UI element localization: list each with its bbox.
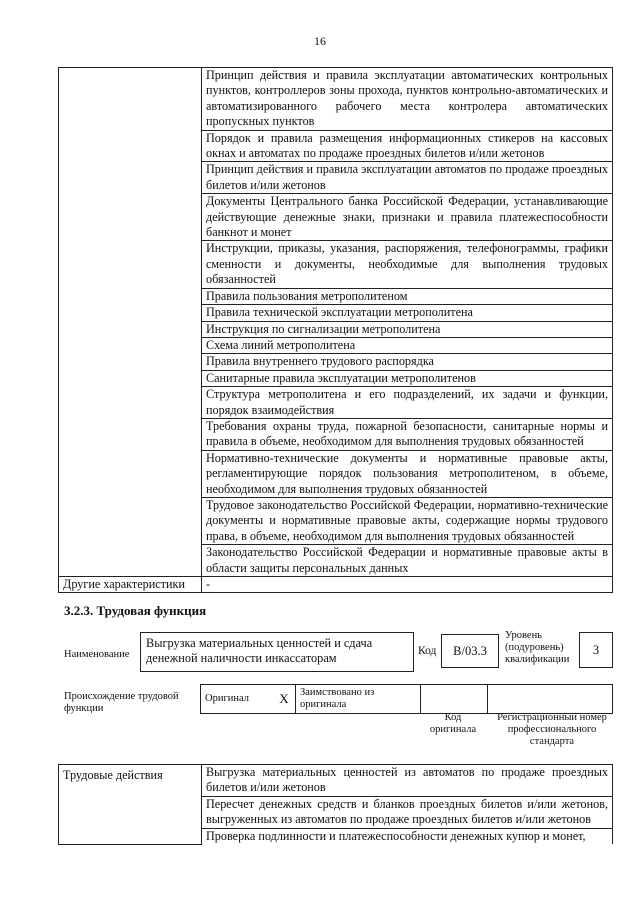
knowledge-item: Схема линий метрополитена [202, 337, 613, 353]
registration-caption: Регистрационный номер профессионального стандарта [497, 712, 607, 747]
knowledge-item: Нормативно-технические документы и нормативные правовые акты, регламентирующие порядок пользования метрополитеном, в объеме, необходимом для выполнения трудовых обязанностей [202, 450, 613, 497]
table-row [59, 765, 613, 797]
knowledge-item: Порядок и правила размещения информационных стикеров на кассовых окнах и автоматах по продаже проездных билетов и/или жетонов [202, 130, 613, 162]
page-number: 16 [314, 34, 326, 48]
original-mark: X [273, 685, 296, 714]
actions-table [58, 764, 613, 845]
section-title: 3.2.3. Трудовая функция [64, 603, 207, 618]
knowledge-item: Законодательство Российской Федерации и нормативные правовые акты в области защиты персональных данных [202, 545, 613, 577]
table-row [59, 577, 613, 593]
other-characteristics-label: Другие характеристики [59, 577, 202, 593]
knowledge-item: Принцип действия и правила эксплуатации автоматических контрольных пунктов, контроллеров зоны прохода, пунктов контрольно-автоматических и автоматизированного рабочего места контролера автоматических пропускных пунктов [202, 68, 613, 131]
knowledge-item: Правила технической эксплуатации метрополитена [202, 305, 613, 321]
other-characteristics-value: - [202, 577, 613, 593]
actions-label: Трудовые действия [59, 765, 202, 845]
level-label: Уровень (подуровень) квалификации [505, 630, 570, 665]
knowledge-item: Инструкция по сигнализации метрополитена [202, 321, 613, 337]
function-name-box: Выгрузка материальных ценностей и сдача денежной наличности инкассаторам [140, 632, 414, 672]
registration-number-cell [488, 685, 613, 714]
original-code-cell [421, 685, 488, 714]
knowledge-label-cell [59, 68, 202, 577]
knowledge-item: Принцип действия и правила эксплуатации автоматов по продаже проездных билетов и/или жетонов [202, 162, 613, 194]
knowledge-item: Требования охраны труда, пожарной безопасности, санитарные нормы и правила в объеме, необходимом для выполнения трудовых обязанностей [202, 418, 613, 450]
knowledge-item: Инструкции, приказы, указания, распоряжения, телефонограммы, графики сменности и документы, необходимые для выполнения трудовых обязанностей [202, 241, 613, 288]
original-label: Оригинал [201, 685, 274, 714]
action-item: Проверка подлинности и платежеспособности денежных купюр и монет, [202, 828, 613, 844]
knowledge-item: Трудовое законодательство Российской Федерации, нормативно-технические документы и нормативные правовые акты, содержащие нормы трудового права, в объеме, необходимом для выполнения трудовых обязанностей [202, 497, 613, 544]
table-row [201, 685, 613, 714]
borrowed-label: Заимствовано из оригинала [296, 685, 421, 714]
function-code-box: B/03.3 [441, 634, 499, 668]
code-label: Код [418, 645, 437, 657]
action-item: Пересчет денежных средств и бланков проездных билетов и/или жетонов, выгруженных из автоматов по продаже проездных билетов и/или жетонов [202, 796, 613, 828]
knowledge-item: Документы Центрального банка Российской Федерации, устанавливающие действующие денежные знаки, признаки и правила платежеспособности банкнот и монет [202, 194, 613, 241]
function-level-box: 3 [579, 632, 613, 668]
code-caption: Код оригинала [429, 712, 477, 735]
knowledge-item: Структура метрополитена и его подразделений, их задачи и функции, порядок взаимодействия [202, 387, 613, 419]
knowledge-item: Правила внутреннего трудового распорядка [202, 354, 613, 370]
origin-table [200, 684, 613, 714]
action-item: Выгрузка материальных ценностей из автоматов по продаже проездных билетов и/или жетонов [202, 765, 613, 797]
knowledge-item: Санитарные правила эксплуатации метрополитенов [202, 370, 613, 386]
origin-label: Происхождение трудовой функции [64, 691, 179, 714]
knowledge-table [58, 67, 613, 593]
name-label: Наименование [64, 649, 130, 660]
knowledge-item: Правила пользования метрополитеном [202, 288, 613, 304]
table-row [59, 68, 613, 131]
